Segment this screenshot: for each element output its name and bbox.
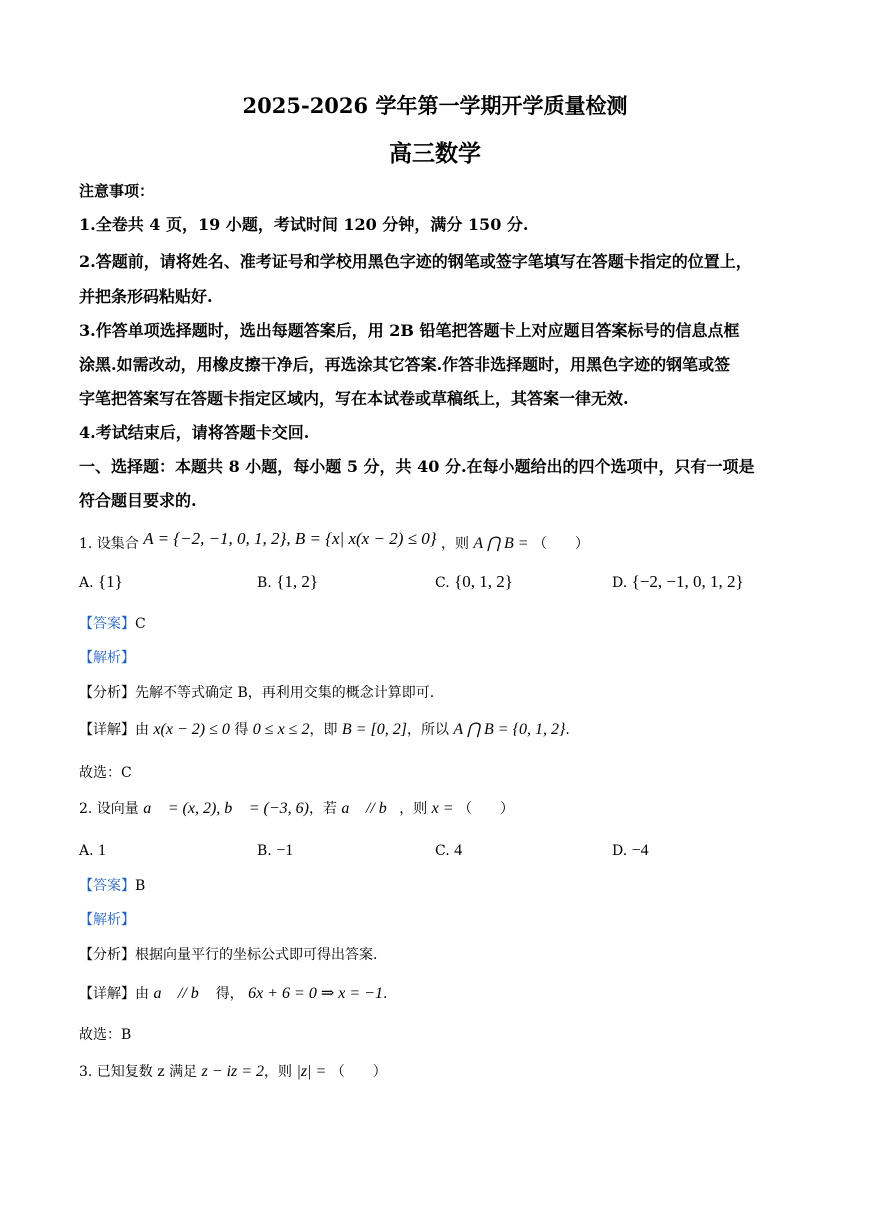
detail-math: x(x − 2) ≤ 0	[153, 721, 230, 738]
answer-value: C	[135, 616, 146, 632]
q3-answer-paren: （ ）	[330, 1064, 387, 1080]
analysis-tag: 【分析】	[79, 685, 135, 701]
notice-line: 4.考试结束后，请将答题卡交回.	[79, 423, 310, 442]
notice-line: 字笔把答案写在答题卡指定区域内，写在本试卷或草稿纸上，其答案一律无效.	[79, 389, 629, 408]
option-value: {1, 2}	[276, 572, 319, 591]
q1-option-b	[257, 572, 318, 592]
q2-answer	[79, 875, 145, 895]
q2-option-b	[257, 842, 293, 860]
detail-text: 得	[234, 722, 249, 738]
q1-ask-expression: A ⋂ B =	[473, 535, 529, 552]
q2-answer-paren: （ ）	[458, 801, 515, 817]
analysis-tag: 【分析】	[79, 947, 135, 963]
q1-option-c	[435, 572, 513, 592]
detail-tag: 【详解】	[79, 986, 135, 1002]
q2-option-c	[435, 842, 462, 860]
option-value: 4	[454, 842, 463, 859]
question-1-stem	[79, 529, 590, 553]
option-label: D.	[612, 575, 628, 591]
q2-ask-expression: x =	[431, 800, 454, 817]
option-label: B.	[257, 843, 272, 859]
detail-text: ，所以	[406, 722, 449, 738]
notice-line: 并把条形码粘贴好.	[79, 287, 213, 306]
q3-mid-text: ，则	[264, 1064, 293, 1080]
q3-ask-expression: |z| =	[296, 1063, 327, 1080]
q1-mid-text: ，则	[440, 536, 469, 552]
option-value: −1	[276, 842, 294, 859]
notice-line: 3.作答单项选择题时，选出每题答案后，用 2B 铅笔把答题卡上对应题目答案标号的信息点框	[79, 321, 740, 340]
notice-heading: 注意事项：	[79, 182, 155, 200]
q1-answer	[79, 613, 146, 633]
option-label: B.	[257, 575, 272, 591]
q1-option-d	[612, 572, 744, 592]
q2-prefix: 2. 设向量	[79, 801, 139, 817]
q1-conclusion: 故选：C	[79, 765, 132, 781]
option-value: {1}	[98, 572, 123, 591]
analysis-text: 根据向量平行的坐标公式即可得出答案.	[135, 947, 378, 963]
detail-text: 由	[135, 722, 149, 738]
detail-text: .	[382, 986, 388, 1002]
q2-mid-text: ，若	[308, 801, 337, 817]
q2-detail	[79, 983, 387, 1003]
detail-text: 得，	[215, 986, 244, 1002]
q1-option-a	[79, 572, 123, 592]
detail-math: 6x + 6 = 0 ⇒ x = −1	[248, 985, 383, 1002]
option-value: {−2, −1, 0, 1, 2}	[631, 572, 744, 591]
detail-math: A ⋂ B = {0, 1, 2}	[453, 721, 566, 738]
option-label: D.	[612, 843, 628, 859]
q1-prefix: 1. 设集合	[79, 536, 139, 552]
q2-vector-expression: a⃗ = (x, 2), b⃗ = (−3, 6)	[143, 800, 309, 817]
option-label: A.	[79, 575, 94, 591]
q3-condition: z − iz = 2	[201, 1063, 265, 1080]
option-label: A.	[79, 843, 94, 859]
q3-prefix: 3. 已知复数 z 满足	[79, 1064, 198, 1080]
q1-detail	[79, 719, 570, 739]
detail-tag: 【详解】	[79, 722, 135, 738]
option-value: −4	[631, 842, 649, 859]
q2-option-a	[79, 842, 106, 860]
question-2-stem	[79, 798, 514, 818]
q1-answer-paren: （ ）	[533, 536, 590, 552]
q2-then-text: ，则	[399, 801, 428, 817]
notice-line: 涂黑.如需改动，用橡皮擦干净后，再选涂其它答案.作答非选择题时，用黑色字迹的钢笔或签	[79, 355, 731, 374]
q2-conclusion: 故选：B	[79, 1027, 132, 1043]
notice-line: 1.全卷共 4 页，19 小题，考试时间 120 分钟，满分 150 分.	[79, 215, 529, 234]
exam-title: 2025-2026 学年第一学期开学质量检测	[242, 93, 628, 118]
exam-subtitle: 高三数学	[389, 140, 481, 167]
option-label: C.	[435, 575, 450, 591]
detail-math: B = [0, 2]	[341, 721, 407, 738]
analysis-text: 先解不等式确定 B，再利用交集的概念计算即可.	[135, 685, 435, 701]
q1-analysis	[79, 682, 434, 702]
option-label: C.	[435, 843, 450, 859]
q2-jiexi-tag: 【解析】	[79, 912, 135, 928]
section-heading-line: 符合题目要求的.	[79, 491, 197, 510]
answer-tag: 【答案】	[79, 878, 135, 894]
option-value: 1	[98, 842, 107, 859]
q1-jiexi-tag: 【解析】	[79, 650, 135, 666]
detail-text: .	[565, 722, 570, 738]
answer-tag: 【答案】	[79, 616, 135, 632]
answer-value: B	[135, 878, 146, 894]
q2-analysis	[79, 944, 377, 964]
q2-option-d	[612, 842, 649, 860]
detail-text: ，即	[309, 722, 338, 738]
q1-set-expression: A = {−2, −1, 0, 1, 2}, B = {x| x(x − 2) ≤ 0}	[143, 529, 437, 548]
detail-math: 0 ≤ x ≤ 2	[252, 721, 310, 738]
section-heading-line: 一、选择题：本题共 8 小题，每小题 5 分，共 40 分.在每小题给出的四个选项中，只有一项是	[79, 457, 755, 476]
notice-line: 2.答题前，请将姓名、准考证号和学校用黑色字迹的钢笔或签字笔填写在答题卡指定的位置上，	[79, 252, 752, 271]
question-3-stem	[79, 1061, 387, 1081]
detail-math: a⃗ // b⃗	[153, 985, 212, 1002]
detail-text: 由	[135, 986, 149, 1002]
q2-parallel-expression: a⃗ // b⃗	[341, 800, 400, 817]
option-value: {0, 1, 2}	[454, 572, 513, 591]
